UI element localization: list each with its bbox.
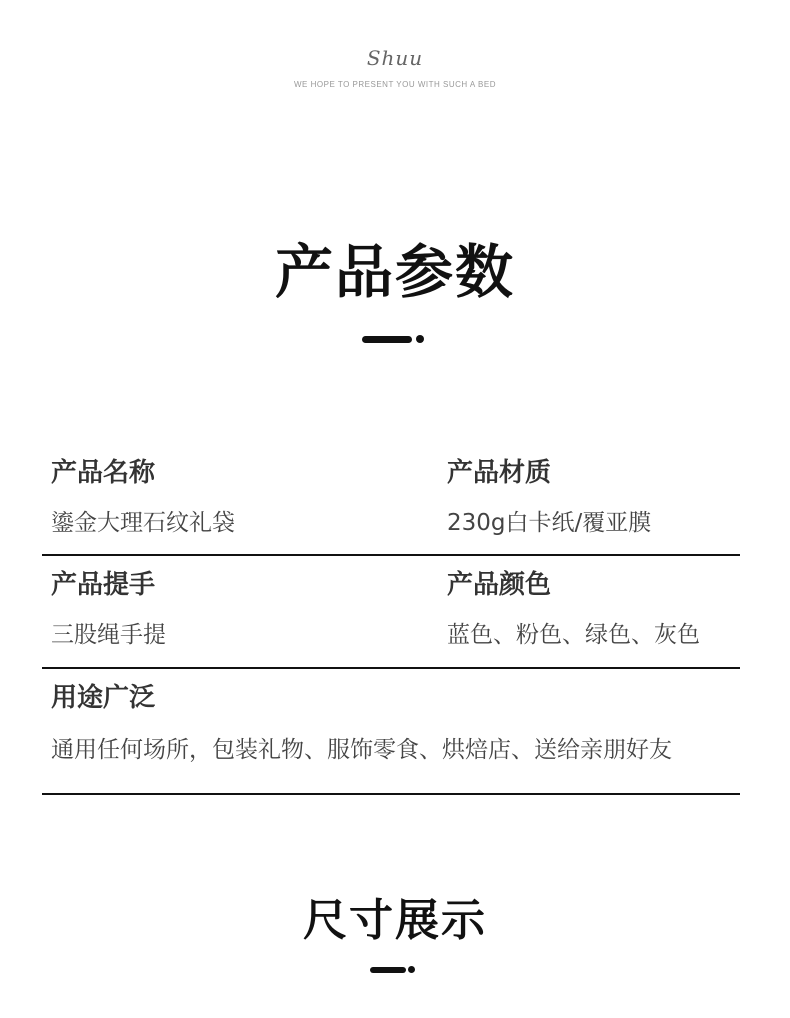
- divider-bar: [362, 336, 412, 343]
- param-color-label: 产品颜色: [447, 570, 552, 600]
- param-usage-label: 用途广泛: [51, 683, 156, 713]
- params-row-name-material: [42, 450, 740, 556]
- params-section-title: 产品参数: [274, 238, 515, 306]
- param-usage: [51, 669, 672, 765]
- param-material: [447, 450, 651, 538]
- param-material-value: 230g白卡纸/覆亚膜: [447, 510, 652, 536]
- size-section-title: 尺寸展示: [303, 895, 487, 946]
- param-handle-value: 三股绳手提: [51, 622, 166, 648]
- divider-dot: [408, 966, 415, 973]
- param-name-value: 鎏金大理石纹礼袋: [51, 510, 235, 536]
- params-row-usage: [42, 669, 740, 795]
- params-title-divider: [0, 334, 790, 346]
- params-table: [42, 450, 740, 795]
- param-color-value: 蓝色、粉色、绿色、灰色: [447, 622, 700, 648]
- param-name: [51, 450, 235, 538]
- param-color: [447, 556, 700, 650]
- param-material-label: 产品材质: [447, 458, 552, 488]
- param-name-label: 产品名称: [51, 458, 156, 488]
- param-handle-label: 产品提手: [51, 570, 156, 600]
- brand-logo-script: Shuu: [366, 46, 424, 70]
- divider-bar: [370, 967, 406, 973]
- divider-dot: [416, 335, 424, 343]
- params-row-handle-color: [42, 556, 740, 669]
- param-handle: [51, 556, 166, 650]
- brand-slogan: WE HOPE TO PRESENT YOU WITH SUCH A BED: [294, 80, 496, 89]
- brand-header: [0, 44, 790, 89]
- size-title-divider: [0, 965, 790, 977]
- param-usage-value: 通用任何场所，包装礼物、服饰零食、烘焙店、送给亲朋好友: [51, 737, 672, 763]
